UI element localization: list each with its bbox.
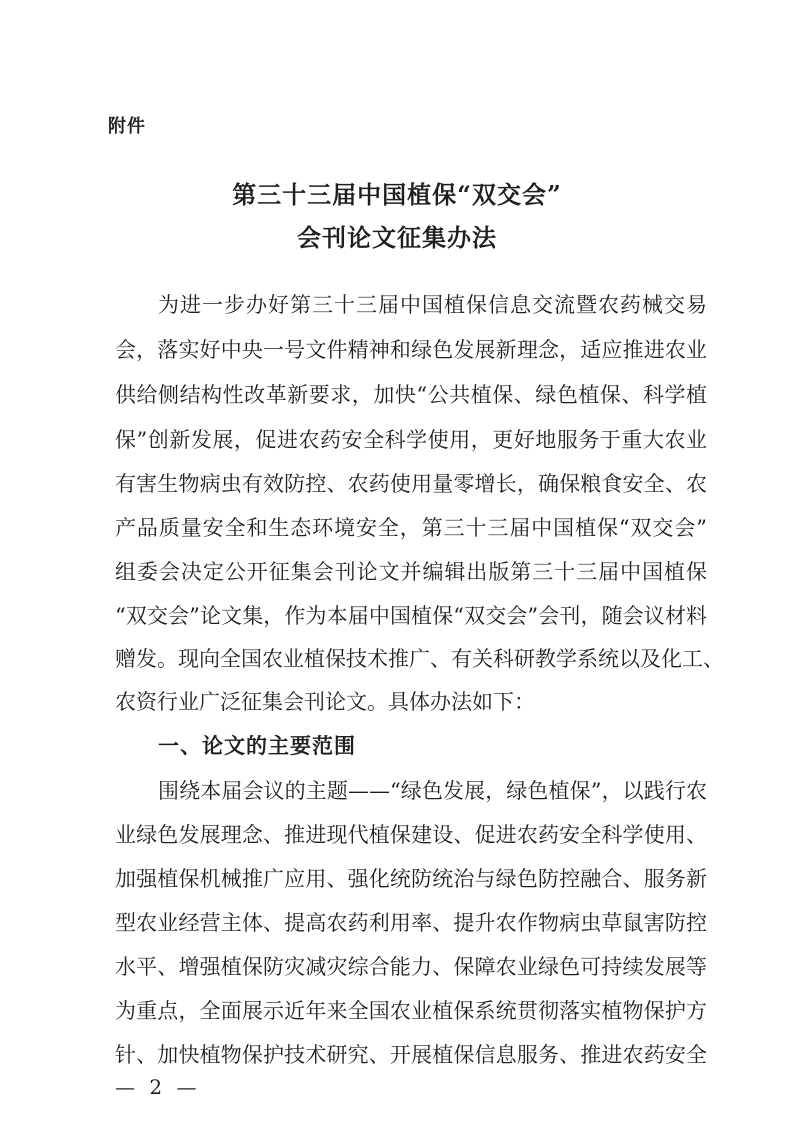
section-line: 型农业经营主体、提高农药利用率、提升农作物病虫草鼠害防控	[115, 911, 707, 935]
section-line: 为重点，全面展示近年来全国农业植保系统贯彻落实植物保护方	[115, 999, 707, 1023]
section-line: 加强植保机械推广应用、强化统防统治与绿色防控融合、服务新	[115, 867, 707, 891]
intro-line: 产品质量安全和生态环境安全，第三十三届中国植保“双交会”	[115, 516, 707, 540]
intro-line: 为进一步办好第三十三届中国植保信息交流暨农药械交易	[158, 293, 707, 317]
intro-line: 保”创新发展，促进农药安全科学使用，更好地服务于重大农业	[115, 428, 707, 452]
intro-line: 农资行业广泛征集会刊论文。具体办法如下：	[115, 690, 535, 714]
intro-line: 供给侧结构性改革新要求，加快“公共植保、绿色植保、科学植	[115, 383, 707, 407]
intro-line: 有害生物病虫有效防控、农药使用量零增长，确保粮食安全、农	[115, 472, 707, 496]
section-line: 围绕本届会议的主题——“绿色发展，绿色植保”，以践行农	[158, 779, 707, 803]
section-line: 水平、增强植保防灾减灾综合能力、保障农业绿色可持续发展等	[115, 955, 707, 979]
intro-line: 组委会决定公开征集会刊论文并编辑出版第三十三届中国植保	[115, 560, 707, 584]
document-title-line-2: 会刊论文征集办法	[297, 223, 497, 252]
intro-line: “双交会”论文集，作为本届中国植保“双交会”会刊，随会议材料	[115, 604, 707, 628]
attachment-label: 附件	[108, 116, 146, 137]
section-line: 针、加快植物保护技术研究、开展植保信息服务、推进农药安全	[115, 1043, 707, 1067]
intro-line: 会，落实好中央一号文件精神和绿色发展新理念，适应推进农业	[115, 338, 707, 362]
document-title-line-1: 第三十三届中国植保“双交会”	[232, 180, 562, 209]
page-number: — 2 —	[115, 1075, 201, 1099]
section-line: 业绿色发展理念、推进现代植保建设、促进农药安全科学使用、	[115, 823, 707, 847]
intro-line: 赠发。现向全国农业植保技术推广、有关科研教学系统以及化工、	[115, 647, 724, 671]
section-heading: 一、论文的主要范围	[158, 734, 356, 758]
